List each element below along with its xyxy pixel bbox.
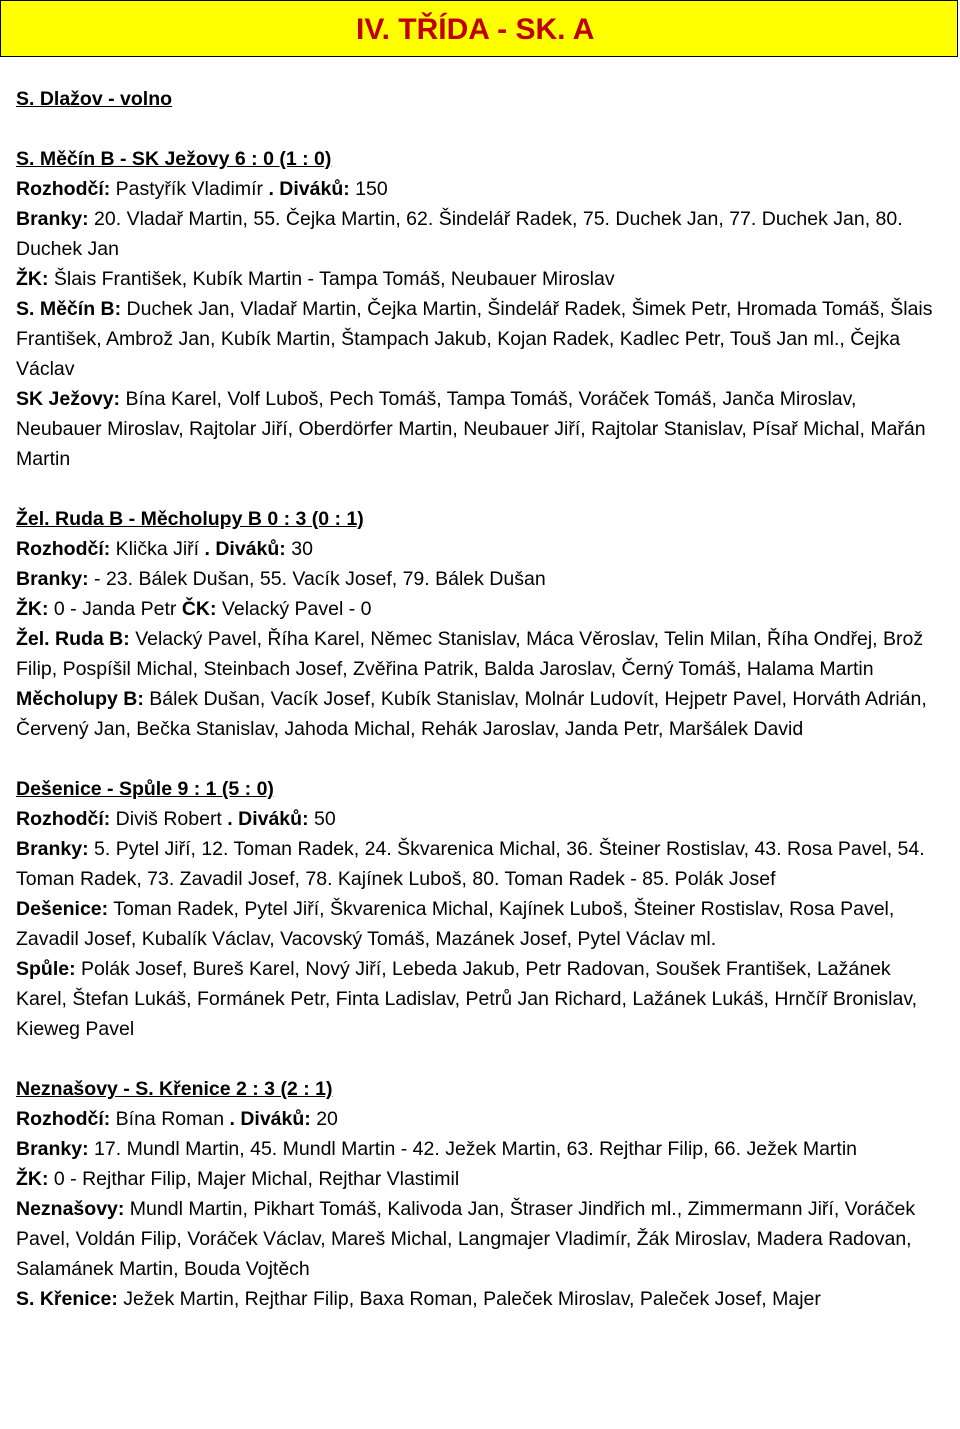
away-team-label: Měcholupy B: [16, 688, 144, 710]
yellow-card-text: Šlais František, Kubík Martin - Tampa Tomáš, Neubauer Miroslav [53, 268, 615, 290]
match-report [16, 504, 946, 744]
referee-label: Rozhodčí: [16, 178, 111, 200]
spectators-label: . Diváků: [204, 538, 286, 560]
home-lineup [16, 294, 946, 384]
referee-label: Rozhodčí: [16, 538, 111, 560]
match-heading: S. Měčín B - SK Ježovy 6 : 0 (1 : 0) [16, 148, 332, 170]
home-lineup-text: Mundl Martin, Pikhart Tomáš, Kalivoda Jan, Štraser Jindřich ml., Zimmermann Jiří, Voráček Pavel, Voldán Filip, Voráček Václav, Mareš Michal, Langmajer Vladimír, Žák Miroslav, Madera Radovan, Salamánek Martin, Bouda Vojtěch [16, 1198, 916, 1280]
spectators-count: 20 [316, 1108, 338, 1130]
spectators-count: 50 [313, 808, 336, 830]
goals-line [16, 204, 946, 264]
home-team-label: Dešenice: [16, 898, 109, 920]
yellow-card-text: 0 - Janda Petr [53, 598, 177, 620]
goals-text: 5. Pytel Jiří, 12. Toman Radek, 24. Škvarenica Michal, 36. Šteiner Rostislav, 43. Rosa Pavel, 54. Toman Radek, 73. Zavadil Josef, 78. Kajínek Luboš, 80. Toman Radek - 85. Polák Josef [16, 838, 925, 890]
match-heading: Dešenice - Spůle 9 : 1 (5 : 0) [16, 778, 274, 800]
home-lineup [16, 624, 946, 684]
spectators-label: . Diváků: [268, 178, 350, 200]
yellow-card-label: ŽK: [16, 268, 49, 290]
home-lineup [16, 894, 946, 954]
goals-line [16, 1134, 946, 1164]
goals-label: Branky: [16, 1138, 89, 1160]
match-report [16, 774, 946, 1044]
away-lineup-text: Ježek Martin, Rejthar Filip, Baxa Roman, Paleček Miroslav, Paleček Josef, Majer [123, 1288, 821, 1310]
red-card-text: Velacký Pavel - 0 [221, 598, 372, 620]
referee-name: Klička Jiří [115, 538, 200, 560]
home-team-label: Žel. Ruda B: [16, 628, 130, 650]
free-team-line [16, 84, 946, 114]
away-lineup-text: Bálek Dušan, Vacík Josef, Kubík Stanislav, Molnár Ludovít, Hejpetr Pavel, Horváth Adrián, Červený Jan, Bečka Stanislav, Jahoda Michal, Rehák Jaroslav, Janda Petr, Maršálek David [16, 688, 927, 740]
cards-line [16, 594, 946, 624]
away-lineup-text: Bína Karel, Volf Luboš, Pech Tomáš, Tampa Tomáš, Voráček Tomáš, Janča Miroslav, Neubauer Miroslav, Rajtolar Jiří, Oberdörfer Martin, Neubauer Jiří, Rajtolar Stanislav, Písař Michal, Mařán Martin [16, 388, 926, 470]
referee-label: Rozhodčí: [16, 1108, 111, 1130]
spectators-count: 150 [355, 178, 388, 200]
goals-label: Branky: [16, 838, 89, 860]
red-card-label: ČK: [181, 598, 217, 620]
home-lineup-text: Toman Radek, Pytel Jiří, Škvarenica Michal, Kajínek Luboš, Šteiner Rostislav, Rosa Pavel, Zavadil Josef, Kubalík Václav, Vacovský Tomáš, Mazánek Josef, Pytel Václav ml. [16, 898, 895, 950]
goals-text: - 23. Bálek Dušan, 55. Vacík Josef, 79. Bálek Dušan [94, 568, 546, 590]
cards-line [16, 264, 946, 294]
match-report [16, 144, 946, 474]
home-lineup-text: Duchek Jan, Vladař Martin, Čejka Martin, Šindelář Radek, Šimek Petr, Hromada Tomáš, Šlais František, Ambrož Jan, Kubík Martin, Štampach Jakub, Kojan Radek, Kadlec Petr, Touš Jan ml., Čejka Václav [16, 298, 933, 380]
home-lineup-text: Velacký Pavel, Říha Karel, Němec Stanislav, Máca Věroslav, Telin Milan, Říha Ondřej, Brož Filip, Pospíšil Michal, Steinbach Josef, Zvěřina Patrik, Balda Jaroslav, Černý Tomáš, Halama Martin [16, 628, 924, 680]
home-team-label: Neznašovy: [16, 1198, 125, 1220]
away-team-label: Spůle: [16, 958, 76, 980]
report-content [16, 84, 946, 1314]
referee-name: Pastyřík Vladimír [115, 178, 264, 200]
yellow-card-label: ŽK: [16, 598, 49, 620]
referee-line [16, 1104, 946, 1134]
home-team-label: S. Měčín B: [16, 298, 122, 320]
away-lineup [16, 954, 946, 1044]
referee-line [16, 804, 946, 834]
goals-label: Branky: [16, 208, 89, 230]
away-team-label: SK Ježovy: [16, 388, 121, 410]
spectators-count: 30 [291, 538, 313, 560]
referee-label: Rozhodčí: [16, 808, 111, 830]
header-banner [0, 0, 958, 57]
spectators-label: . Diváků: [227, 808, 309, 830]
goals-text: 20. Vladař Martin, 55. Čejka Martin, 62. Šindelář Radek, 75. Duchek Jan, 77. Duchek Jan, 80. Duchek Jan [16, 208, 903, 260]
cards-line [16, 1164, 946, 1194]
home-lineup [16, 1194, 946, 1284]
match-report [16, 1074, 946, 1314]
goals-text: 17. Mundl Martin, 45. Mundl Martin - 42. Ježek Martin, 63. Rejthar Filip, 66. Ježek Martin [94, 1138, 858, 1160]
away-team-label: S. Křenice: [16, 1288, 118, 1310]
page-title: IV. TŘÍDA - SK. A [356, 13, 595, 46]
referee-name: Diviš Robert [115, 808, 222, 830]
match-heading: Žel. Ruda B - Měcholupy B 0 : 3 (0 : 1) [16, 508, 364, 530]
yellow-card-label: ŽK: [16, 1168, 49, 1190]
away-lineup [16, 384, 946, 474]
goals-line [16, 834, 946, 894]
referee-line [16, 174, 946, 204]
referee-line [16, 534, 946, 564]
free-team: S. Dlažov - volno [16, 88, 173, 110]
away-lineup-text: Polák Josef, Bureš Karel, Nový Jiří, Lebeda Jakub, Petr Radovan, Soušek František, Lažánek Karel, Štefan Lukáš, Formánek Petr, Finta Ladislav, Petrů Jan Richard, Lažánek Lukáš, Hrnčíř Bronislav, Kieweg Pavel [16, 958, 918, 1040]
goals-label: Branky: [16, 568, 89, 590]
spectators-label: . Diváků: [229, 1108, 311, 1130]
match-heading: Neznašovy - S. Křenice 2 : 3 (2 : 1) [16, 1078, 333, 1100]
away-lineup [16, 1284, 946, 1314]
referee-name: Bína Roman [115, 1108, 225, 1130]
away-lineup [16, 684, 946, 744]
goals-line [16, 564, 946, 594]
yellow-card-text: 0 - Rejthar Filip, Majer Michal, Rejthar Vlastimil [53, 1168, 460, 1190]
